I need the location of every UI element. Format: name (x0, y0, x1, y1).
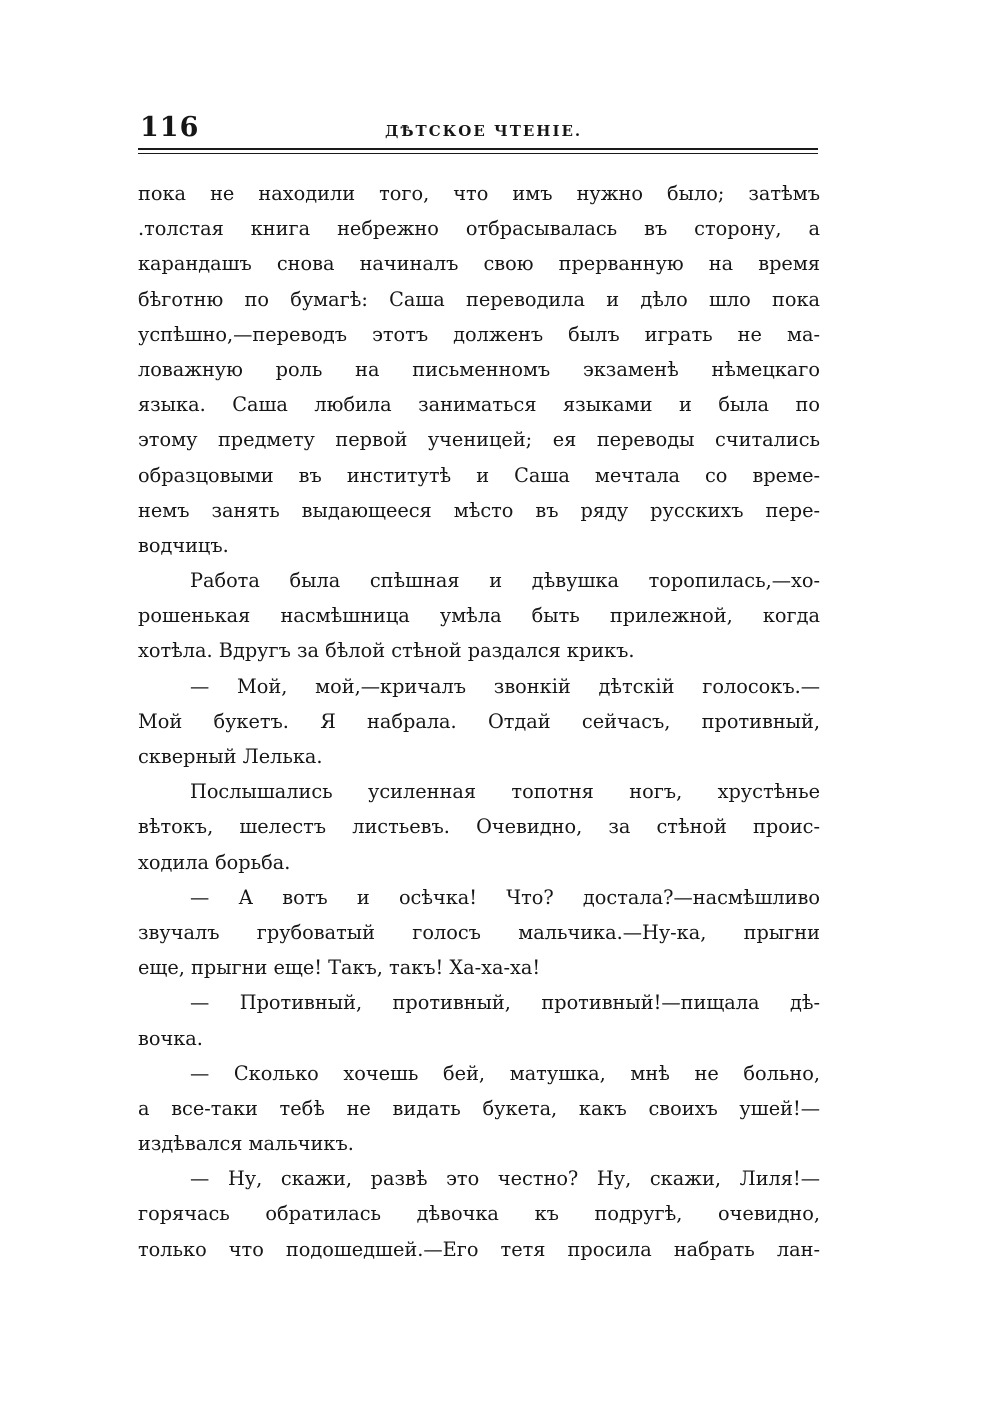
text-line: только что подошедшей.—Его тетя просила набрать лан- (138, 1237, 820, 1261)
text-line: горячась обратилась дѣвочка къ подругѣ, очевидно, (138, 1202, 820, 1226)
text-line: звучалъ грубоватый голосъ мальчика.—Ну-ка, прыгни (138, 920, 820, 944)
text-line: скверный Лелька. (138, 745, 323, 768)
text-line: .толстая книга небрежно отбрасывалась въ сторону, а (138, 217, 820, 241)
body-text (138, 176, 820, 1267)
text-line: карандашъ снова начиналъ свою прерванную на время (138, 252, 820, 276)
text-line: хотѣла. Вдругъ за бѣлой стѣной раздался крикъ. (138, 639, 635, 663)
header-rule-thick (138, 148, 818, 150)
text-line: вочка. (138, 1026, 203, 1050)
text-line: Послышались усиленная топотня ногъ, хрустѣнье (190, 780, 820, 804)
text-line: рошенькая насмѣшница умѣла быть прилежной, когда (138, 604, 820, 628)
text-line: а все-таки тебѣ не видать букета, какъ своихъ ушей!— (138, 1096, 820, 1120)
page-header (138, 110, 818, 150)
page-number: 116 (140, 112, 200, 143)
text-line: языка. Саша любила заниматься языками и была по (138, 393, 820, 417)
text-line: — Противный, противный, противный!—пищала дѣ- (190, 991, 820, 1015)
text-line: еще, прыгни еще! Такъ, такъ! Ха-ха-ха! (138, 956, 541, 980)
text-line: успѣшно,—переводъ этотъ долженъ былъ играть не ма- (138, 322, 820, 346)
text-line: — Ну, скажи, развѣ это честно? Ну, скажи, Лиля!— (190, 1167, 820, 1191)
header-rule-thin (138, 153, 818, 154)
text-line: Работа была спѣшная и дѣвушка торопилась,—хо- (190, 569, 820, 593)
text-line: ходила борьба. (138, 850, 291, 874)
text-line: вѣтокъ, шелестъ листьевъ. Очевидно, за стѣной проис- (138, 815, 820, 839)
running-title: ДѢТСКОЕ ЧТЕНІЕ. (385, 122, 583, 140)
text-line: — Мой, мой,—кричалъ звонкій дѣтскій голосокъ.— (190, 674, 820, 698)
text-line: издѣвался мальчикъ. (138, 1132, 354, 1156)
text-line: водчицъ. (138, 533, 229, 557)
text-line: Мой букетъ. Я набрала. Отдай сейчасъ, противный, (138, 709, 820, 733)
text-line: — Сколько хочешь бей, матушка, мнѣ не больно, (190, 1061, 820, 1085)
text-line: — А вотъ и осѣчка! Что? достала?—насмѣшливо (190, 885, 820, 909)
text-line: этому предмету первой ученицей; ея переводы считались (138, 428, 820, 452)
text-line: немъ занять выдающееся мѣсто въ ряду русскихъ пере- (138, 498, 820, 522)
text-line: бѣготню по бумагѣ: Саша переводила и дѣло шло пока (138, 287, 820, 311)
text-line: пока не находили того, что имъ нужно было; затѣмъ (138, 182, 820, 205)
text-line: ловажную роль на письменномъ экзаменѣ нѣмецкаго (138, 357, 820, 381)
text-line: образцовыми въ институтѣ и Саша мечтала со време- (138, 463, 820, 487)
